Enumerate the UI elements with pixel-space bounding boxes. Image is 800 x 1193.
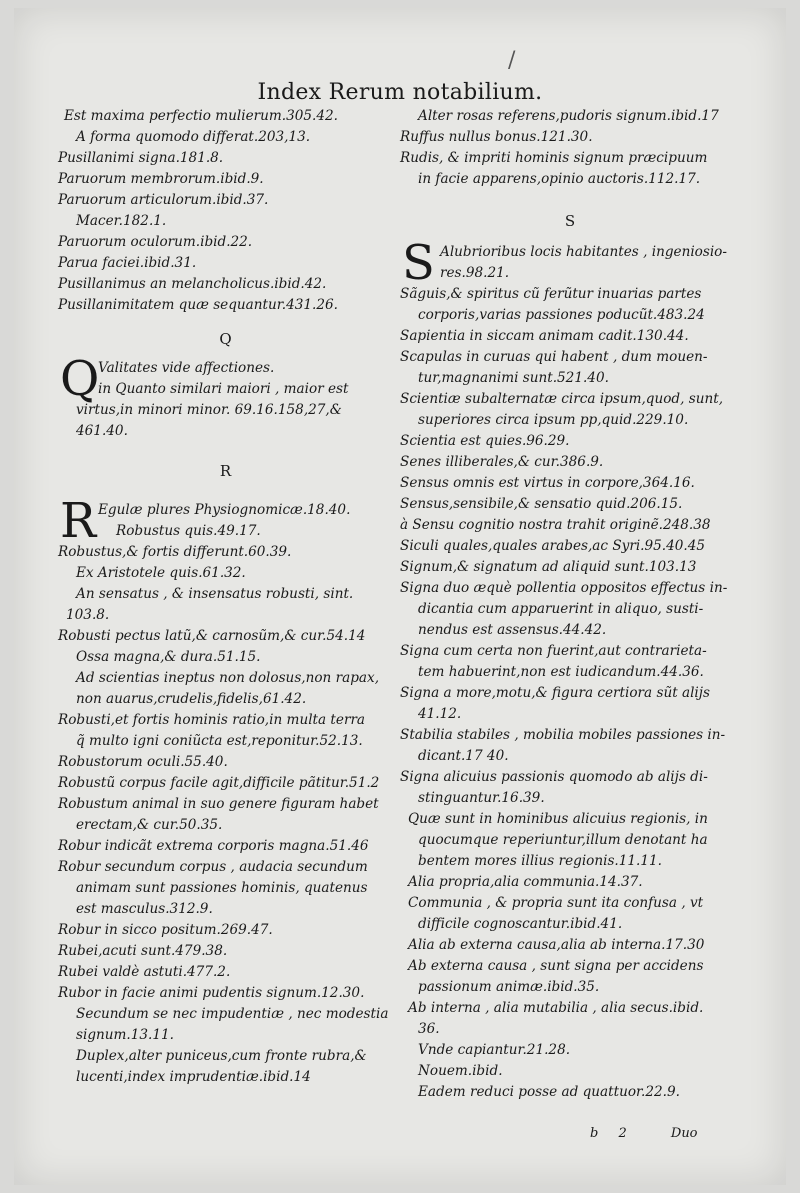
index-entry: virtus,in minori minor. 69.16.158,27,& [76,402,342,418]
index-entry: Ab interna , alia mutabilia , alia secus.ibid. [408,1000,704,1016]
ink-mark-icon: / [508,48,516,73]
index-entry: stinguantur.16.39. [418,790,545,806]
index-entry: passionum animæ.ibid.35. [418,979,600,995]
dropcap-r: R [60,493,97,549]
index-entry: q̃ multo igni coniũcta est,reponitur.52.13. [76,733,363,749]
index-entry: Sãguis,& spiritus cũ ferũtur inuarias partes [400,286,702,302]
index-entry: Signa alicuius passionis quomodo ab alijs di- [400,769,708,785]
index-entry: Pusillanimi signa.181.8. [58,150,224,166]
index-entry: Secundum se nec impudentiæ , nec modestia [76,1006,389,1022]
index-entry: difficile cognoscantur.ibid.41. [418,916,623,932]
index-entry: Parua faciei.ibid.31. [58,255,197,271]
index-entry: Paruorum articulorum.ibid.37. [58,192,269,208]
index-entry: Pusillanimitatem quæ sequantur.431.26. [58,297,338,313]
dropcap-q: Q [60,351,100,407]
index-entry: 461.40. [76,423,128,439]
index-entry: Ossa magna,& dura.51.15. [76,649,261,665]
index-entry: Sapientia in siccam animam cadit.130.44. [400,328,689,344]
section-r-block [58,493,393,549]
signature-number: 2 [618,1126,627,1141]
index-entry: Quæ sunt in hominibus alicuius regionis, in [408,811,708,827]
index-entry: Scientiæ subalternatæ circa ipsum,quod, sunt, [400,391,724,407]
catchword: Duo [670,1126,698,1141]
dropcap-s: S [402,235,435,291]
index-entry: Robustus,& fortis differunt.60.39. [58,544,292,560]
section-q-block [58,351,393,407]
index-entry: Paruorum membrorum.ibid.9. [58,171,264,187]
index-entry: Stabilia stabiles , mobilia mobiles passiones in- [400,727,726,743]
index-entry: non auarus,crudelis,fidelis,61.42. [76,691,307,707]
index-entry: Robur in sicco positum.269.47. [58,922,273,938]
index-entry: Ab externa causa , sunt signa per accidens [408,958,704,974]
index-entry: A forma quomodo differat.203,13. [76,129,311,145]
index-entry: 103.8. [66,607,110,623]
index-entry: Est maxima perfectio mulierum.305.42. [64,108,338,124]
section-letter-r: R [219,462,232,480]
index-entry: Vnde capiantur.21.28. [418,1042,571,1058]
index-entry: Rubei,acuti sunt.479.38. [58,943,228,959]
section-letter-q: Q [219,330,232,348]
index-entry: Duplex,alter puniceus,cum fronte rubra,& [76,1048,367,1064]
index-entry: Ruffus nullus bonus.121.30. [400,129,593,145]
index-entry: tem habuerint,non est iudicandum.44.36. [418,664,704,680]
left-column [58,106,393,1088]
index-entry: Robusti pectus latũ,& carnosũm,& cur.54.14 [58,628,366,644]
index-entry: Ex Aristotele quis.61.32. [76,565,246,581]
index-entry: Senes illiberales,& cur.386.9. [400,454,604,470]
index-entry: Pusillanimus an melancholicus.ibid.42. [58,276,327,292]
page-title: Index Rerum notabilium. [257,80,543,105]
index-entry: Alubrioribus locis habitantes , ingeniosio- [440,244,727,260]
index-entry: Robustũ corpus facile agit,difficile pãtitur.51.2 [58,775,380,791]
index-entry: res.98.21. [440,265,510,281]
index-entry: Signa cum certa non fuerint,aut contrarieta- [400,643,707,659]
index-entry: dicant.17 40. [418,748,509,764]
page-footer [590,1126,714,1141]
index-entry: Rubei valdè astuti.477.2. [58,964,231,980]
index-entry: corporis,varias passiones poducũt.483.24 [418,307,705,323]
index-entry: Sensus omnis est virtus in corpore,364.16. [400,475,695,491]
index-entry: in Quanto similari maiori , maior est [98,381,349,397]
index-entry: lucenti,index imprudentiæ.ibid.14 [76,1069,311,1085]
index-entry: 41.12. [418,706,462,722]
index-entry: Signa a more,motu,& figura certiora sũt alijs [400,685,710,701]
index-entry: bentem mores illius regionis.11.11. [418,853,662,869]
index-entry: Siculi quales,quales arabes,ac Syri.95.40.45 [400,538,706,554]
index-entry: Rudis, & impriti hominis signum præcipuum [400,150,708,166]
right-column [400,106,740,1103]
index-entry: dicantia cum apparuerint in aliquo, susti- [418,601,704,617]
index-entry: An sensatus , & insensatus robusti, sint. [76,586,354,602]
index-entry: Scientia est quies.96.29. [400,433,570,449]
index-entry: est masculus.312.9. [76,901,213,917]
index-entry: Scapulas in curuas qui habent , dum mouen- [400,349,708,365]
index-entry: Alia ab externa causa,alia ab interna.17.30 [408,937,705,953]
index-entry: tur,magnanimi sunt.521.40. [418,370,609,386]
index-entry: Robur secundum corpus , audacia secundum [58,859,368,875]
section-s-block [400,235,740,291]
section-letter-s: S [564,212,576,230]
index-entry: Alter rosas referens,pudoris signum.ibid.17 [418,108,719,124]
index-entry: Egulæ plures Physiognomicæ.18.40. [98,502,351,518]
index-entry: erectam,& cur.50.35. [76,817,223,833]
index-entry: nendus est assensus.44.42. [418,622,607,638]
index-entry: Robur indicãt extrema corporis magna.51.46 [58,838,369,854]
index-entry: Signa duo æquè pollentia oppositos effectus in- [400,580,728,596]
index-entry: Sensus,sensibile,& sensatio quid.206.15. [400,496,683,512]
index-entry: Macer.182.1. [76,213,167,229]
index-entry: Ad scientias ineptus non dolosus,non rapax, [76,670,380,686]
index-entry: à Sensu cognitio nostra trahit originẽ.248.38 [400,517,711,533]
index-entry: Rubor in facie animi pudentis signum.12.30. [58,985,365,1001]
index-entry: animam sunt passiones hominis, quatenus [76,880,368,896]
index-entry: Alia propria,alia communia.14.37. [408,874,643,890]
index-entry: superiores circa ipsum pp,quid.229.10. [418,412,689,428]
index-entry: signum.13.11. [76,1027,174,1043]
index-entry: in facie apparens,opinio auctoris.112.17. [418,171,701,187]
index-entry: Robustus quis.49.17. [116,523,261,539]
index-entry: Robustorum oculi.55.40. [58,754,228,770]
signature-mark: b [590,1126,599,1141]
index-entry: Robusti,et fortis hominis ratio,in multa terra [58,712,366,728]
index-entry: quocumque reperiuntur,illum denotant ha [418,832,708,848]
index-entry: Robustum animal in suo genere figuram habet [58,796,379,812]
index-entry: Signum,& signatum ad aliquid sunt.103.13 [400,559,697,575]
index-entry: Communia , & propria sunt ita confusa , vt [408,895,704,911]
index-entry: Paruorum oculorum.ibid.22. [58,234,253,250]
index-entry: 36. [418,1021,440,1037]
index-entry: Nouem.ibid. [418,1063,503,1079]
index-entry: Valitates vide affectiones. [98,360,275,376]
index-entry: Eadem reduci posse ad quattuor.22.9. [418,1084,680,1100]
